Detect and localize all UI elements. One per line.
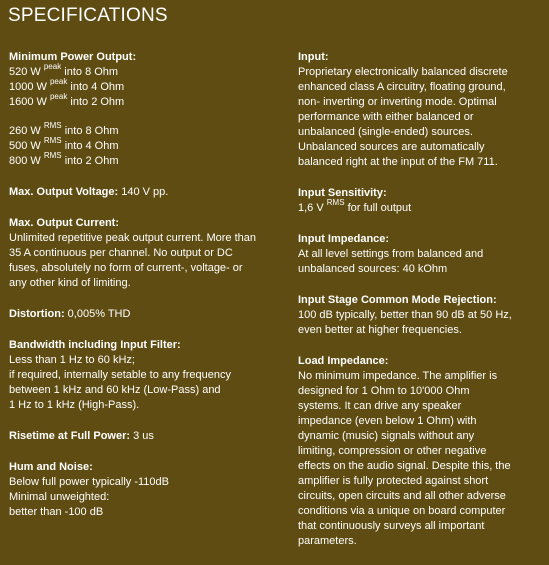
distortion-value: 0,005% THD (64, 308, 131, 320)
impedance-heading: Input Impedance: (298, 233, 390, 245)
text-line: that continuously surveys all important (298, 520, 485, 532)
risetime-section (9, 429, 289, 444)
text-line: impedance (even below 1 Ohm) with (298, 415, 477, 427)
sensitivity-value: 1,6 V $^{RMS}$ for full output (298, 198, 412, 214)
input-section (298, 50, 544, 170)
risetime-heading: Risetime at Full Power: (9, 430, 131, 442)
cmr-heading: Input Stage Common Mode Rejection: (298, 294, 497, 306)
load-impedance-section (298, 354, 544, 549)
bandwidth-section (9, 338, 289, 413)
power-rms-line: 800 W $^{RMS}$ into 2 Ohm (9, 151, 119, 167)
text-line: better than -100 dB (9, 506, 104, 518)
text-line: At all level settings from balanced and (298, 248, 484, 260)
input-heading: Input: (298, 51, 329, 63)
text-line: 35 A continuous per channel. No output or DC (9, 247, 233, 259)
text-line: effects on the audio signal. Despite this, the (298, 460, 511, 472)
text-line: balanced right at the input of the FM 711. (298, 156, 498, 168)
distortion-section (9, 307, 289, 322)
text-line: fuses, absolutely no form of current-, voltage- or (9, 262, 243, 274)
min-power-heading: Minimum Power Output: (9, 51, 137, 63)
text-line: No minimum impedance. The amplifier is (298, 370, 498, 382)
left-column (9, 50, 289, 536)
text-line: if required, internally setable to any frequency (9, 369, 231, 381)
text-line: Unlimited repetitive peak output current. More than (9, 232, 257, 244)
text-line: conditions via a unique on board computer (298, 505, 506, 517)
text-line: designed for 1 Ohm to 10'000 Ohm (298, 385, 470, 397)
max-current-section (9, 216, 289, 291)
power-rms-line: 500 W $^{RMS}$ into 4 Ohm (9, 136, 119, 152)
cmr-section (298, 293, 544, 338)
bandwidth-heading: Bandwidth including Input Filter: (9, 339, 181, 351)
power-rms-line: 260 W $^{RMS}$ into 8 Ohm (9, 121, 119, 137)
sensitivity-heading: Input Sensitivity: (298, 187, 387, 199)
distortion-heading: Distortion: (9, 308, 65, 320)
page-title: SPECIFICATIONS (8, 5, 168, 26)
min-power-section (9, 50, 289, 169)
text-line: Proprietary electronically balanced discrete (298, 66, 508, 78)
text-line: 1 Hz to 1 kHz (High-Pass). (9, 399, 140, 411)
max-current-heading: Max. Output Current: (9, 217, 119, 229)
text-line: non- inverting or inverting mode. Optimal (298, 96, 497, 108)
text-line: circuits, open circuits and all other adverse (298, 490, 506, 502)
risetime-value: 3 us (130, 430, 154, 442)
text-line: enhanced class A circuitry, floating ground, (298, 81, 506, 93)
hum-noise-heading: Hum and Noise: (9, 461, 93, 473)
text-line: limiting, compression or other negative (298, 445, 487, 457)
sensitivity-section (298, 186, 544, 216)
max-voltage-value: 140 V pp. (118, 186, 169, 198)
text-line: unbalanced sources: 40 kOhm (298, 263, 448, 275)
text-line: Unbalanced sources are automatically (298, 141, 485, 153)
power-peak-line: 1000 W $^{peak}$ into 4 Ohm (9, 77, 125, 93)
max-voltage-heading: Max. Output Voltage: (9, 186, 119, 198)
text-line: 100 dB typically, better than 90 dB at 50 Hz, (298, 309, 512, 321)
text-line: between 1 kHz and 60 kHz (Low-Pass) and (9, 384, 221, 396)
text-line: even better at higher frequencies. (298, 324, 462, 336)
text-line: unbalanced (single-ended) sources. (298, 126, 473, 138)
right-column (298, 50, 544, 565)
hum-noise-section (9, 460, 289, 520)
max-voltage-section (9, 185, 289, 200)
text-line: Less than 1 Hz to 60 kHz; (9, 354, 135, 366)
power-peak-line: 520 W $^{peak}$ into 8 Ohm (9, 62, 119, 78)
load-impedance-heading: Load Impedance: (298, 355, 389, 367)
text-line: amplifier is fully protected against short (298, 475, 489, 487)
text-line: any other kind of limiting. (9, 277, 131, 289)
text-line: dynamic (music) signals without any (298, 430, 475, 442)
text-line: Minimal unweighted: (9, 491, 110, 503)
text-line: systems. It can drive any speaker (298, 400, 462, 412)
text-line: performance with either balanced or (298, 111, 474, 123)
power-peak-line: 1600 W $^{peak}$ into 2 Ohm (9, 92, 125, 108)
impedance-section (298, 232, 544, 277)
text-line: Below full power typically -110dB (9, 476, 169, 488)
text-line: parameters. (298, 535, 357, 547)
